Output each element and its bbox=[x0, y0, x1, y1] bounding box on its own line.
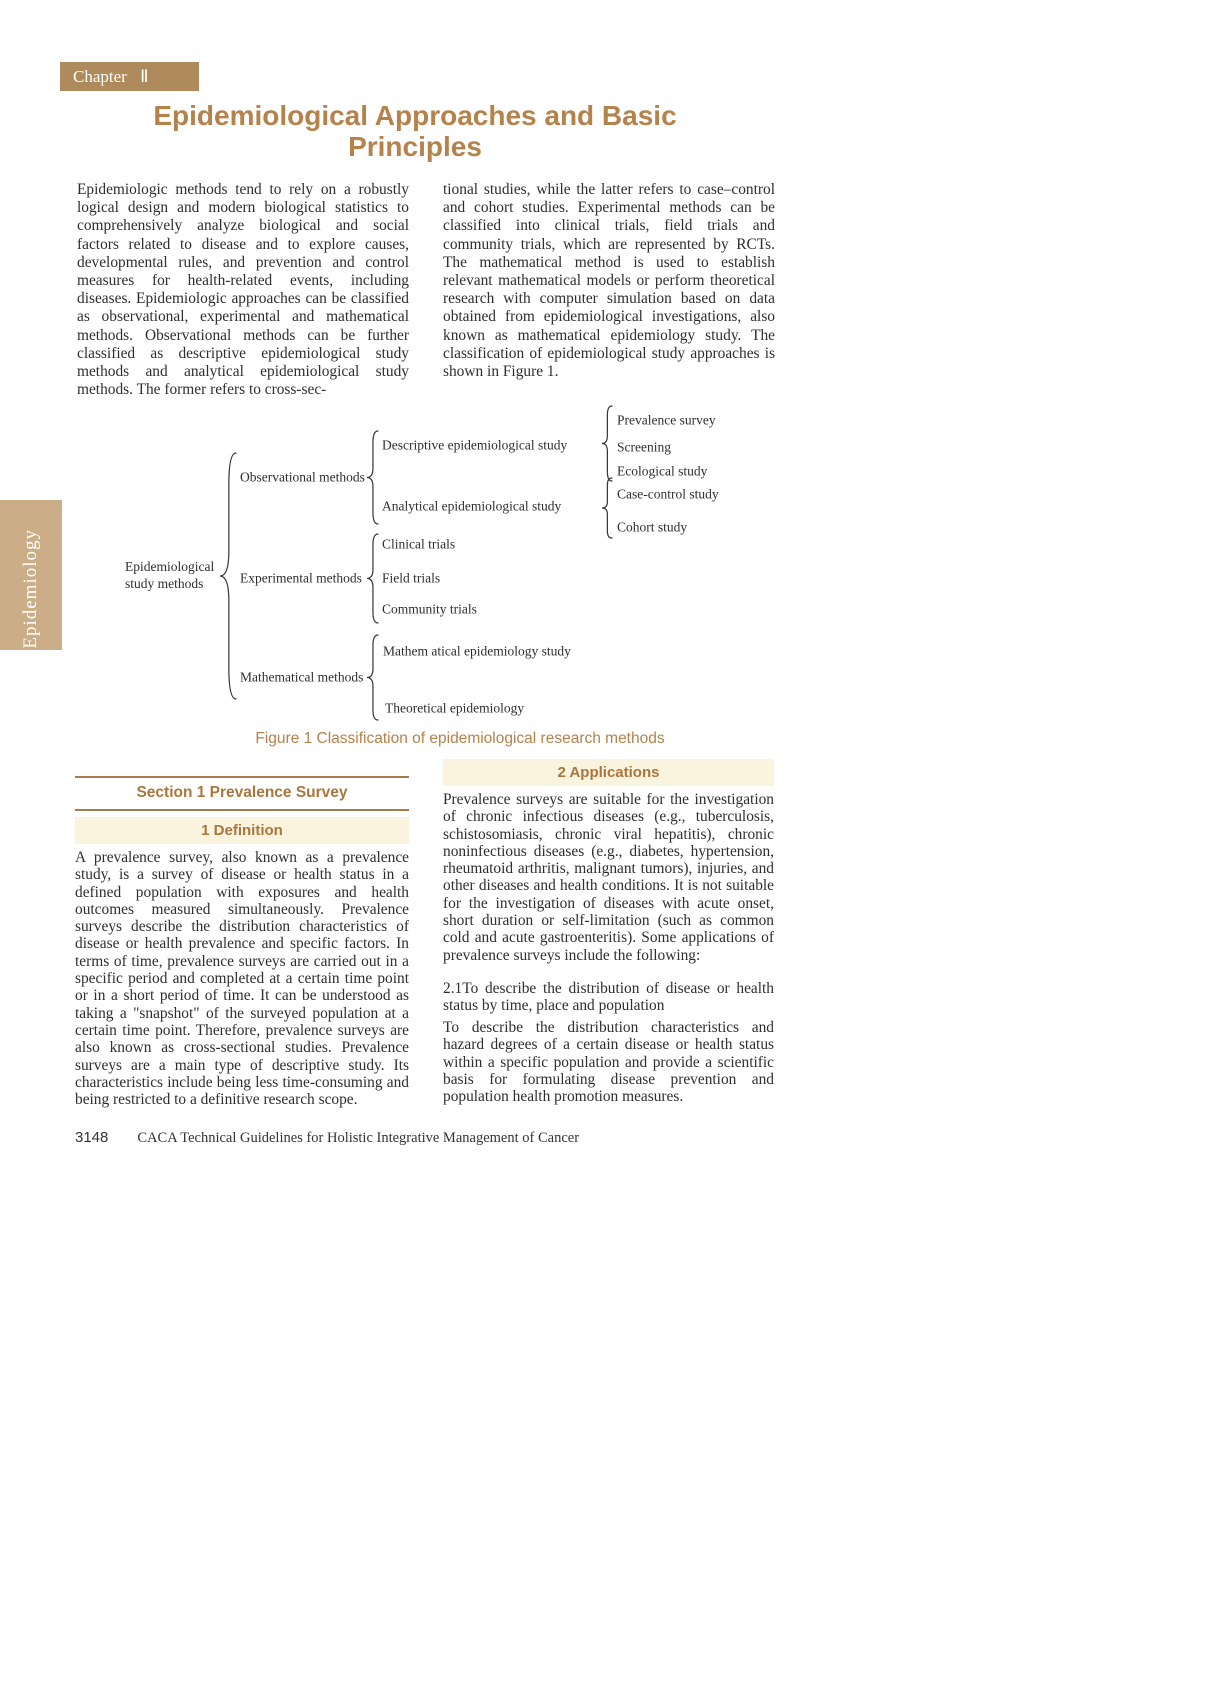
brace-analytical bbox=[601, 477, 612, 539]
tree-leaf-mathematical-epidemiology: Mathem atical epidemiology study bbox=[383, 643, 571, 659]
brace-experimental bbox=[366, 533, 378, 624]
tree-leaf-field-trials: Field trials bbox=[382, 570, 441, 586]
page-footer bbox=[75, 1129, 579, 1147]
applications-paragraph-3: To describe the distribution characteristics and hazard degrees of a certain disease or health status within a specific population and provide a scientific basis for formulating disease prevention and population health promotion measures. bbox=[443, 1019, 774, 1106]
applications-paragraph-1: Prevalence surveys are suitable for the investigation of chronic infectious diseases (e.g., tuberculosis, schistosomiasis, chronic viral hepatitis), chronic noninfectious diseases (e.g., diabetes, hypertension, rheumatoid arthritis, malignant tumors), injuries, and other diseases and health conditions. It is not suitable for the investigation of diseases with acute onset, short duration or self-limitation (such as common cold and acute gastroenteritis). Some applications of prevalence surveys include the following: bbox=[443, 791, 774, 964]
tree-leaf-clinical-trials: Clinical trials bbox=[382, 536, 456, 552]
brace-observational bbox=[366, 430, 378, 525]
applications-subitem-2-1: 2.1To describe the distribution of disease or health status by time, place and population bbox=[443, 980, 774, 1015]
brace-descriptive bbox=[601, 405, 612, 482]
brace-mathematical bbox=[366, 634, 378, 721]
intro-left-column: Epidemiologic methods tend to rely on a robustly logical design and modern biological statistics to comprehensively analyze biological and social factors related to disease and to explore causes, developmental rules, and prevention and control measures for health-related events, including diseases. Epidemiologic approaches can be classified as observational, experimental and mathematical methods. Observational methods can be further classified as descriptive epidemiological study methods and analytical epidemiological study methods. The former refers to cross-sec- bbox=[77, 181, 409, 399]
tree-root-label: Epidemiological study methods bbox=[125, 559, 215, 591]
side-tab-epidemiology bbox=[0, 500, 62, 650]
section-1-header: Section 1 Prevalence Survey bbox=[75, 776, 409, 811]
tree-node-mathematical: Mathematical methods bbox=[240, 669, 364, 685]
figure-caption: Figure 1 Classification of epidemiological research methods bbox=[255, 730, 665, 747]
intro-right-column: tional studies, while the latter refers to case–control and cohort studies. Experimental methods can be classified into clinical trials, field trials and community trials, which are represented by RCTs. The mathematical method is used to establish relevant mathematical models or perform theoretical research with computer simulation based on data obtained from epidemiological investigations, also known as mathematical epidemiology study. The classification of epidemiological study approaches is shown in Figure 1. bbox=[443, 181, 775, 381]
brace-root bbox=[219, 452, 236, 700]
page-title-line2: Principles bbox=[348, 131, 482, 162]
tree-leaf-community-trials: Community trials bbox=[382, 601, 477, 617]
tree-node-experimental: Experimental methods bbox=[240, 570, 362, 586]
tree-leaf-case-control-study: Case-control study bbox=[617, 486, 719, 502]
tree-leaf-screening: Screening bbox=[617, 439, 671, 455]
footer-book-title: CACA Technical Guidelines for Holistic Integrative Management of Cancer bbox=[137, 1130, 580, 1146]
tree-leaf-prevalence-survey: Prevalence survey bbox=[617, 412, 716, 428]
tree-leaf-ecological-study: Ecological study bbox=[617, 463, 708, 479]
tree-leaf-cohort-study: Cohort study bbox=[617, 519, 688, 535]
tree-node-descriptive: Descriptive epidemiological study bbox=[382, 437, 568, 453]
definition-paragraph: A prevalence survey, also known as a prevalence study, is a survey of disease or health status in a defined population with exposures and health outcomes measured simultaneously. Prevalence surveys describe the distribution characteristics of disease or health prevalence and specific factors. In terms of time, prevalence surveys are carried out in a specific period and completed at a certain time point or in a short period of time. It can be understood as taking a "snapshot" of the surveyed population at a certain time point. Therefore, prevalence surveys are also known as cross-sectional studies. Prevalence surveys are a main type of descriptive study. Its characteristics include being less time-consuming and being restricted to a definitive research scope. bbox=[75, 849, 409, 1109]
applications-heading: 2 Applications bbox=[443, 759, 774, 786]
tree-node-observational: Observational methods bbox=[240, 469, 365, 485]
chapter-badge: Chapter Ⅱ bbox=[60, 62, 199, 91]
definition-heading: 1 Definition bbox=[75, 817, 409, 844]
page-title-line1: Epidemiological Approaches and Basic bbox=[153, 100, 677, 131]
footer-page-number: 3148 bbox=[75, 1129, 109, 1146]
page-title bbox=[75, 100, 755, 162]
tree-leaf-theoretical-epidemiology: Theoretical epidemiology bbox=[385, 700, 525, 716]
side-tab-label: Epidemiology bbox=[20, 529, 41, 649]
tree-node-analytical: Analytical epidemiological study bbox=[382, 498, 562, 514]
